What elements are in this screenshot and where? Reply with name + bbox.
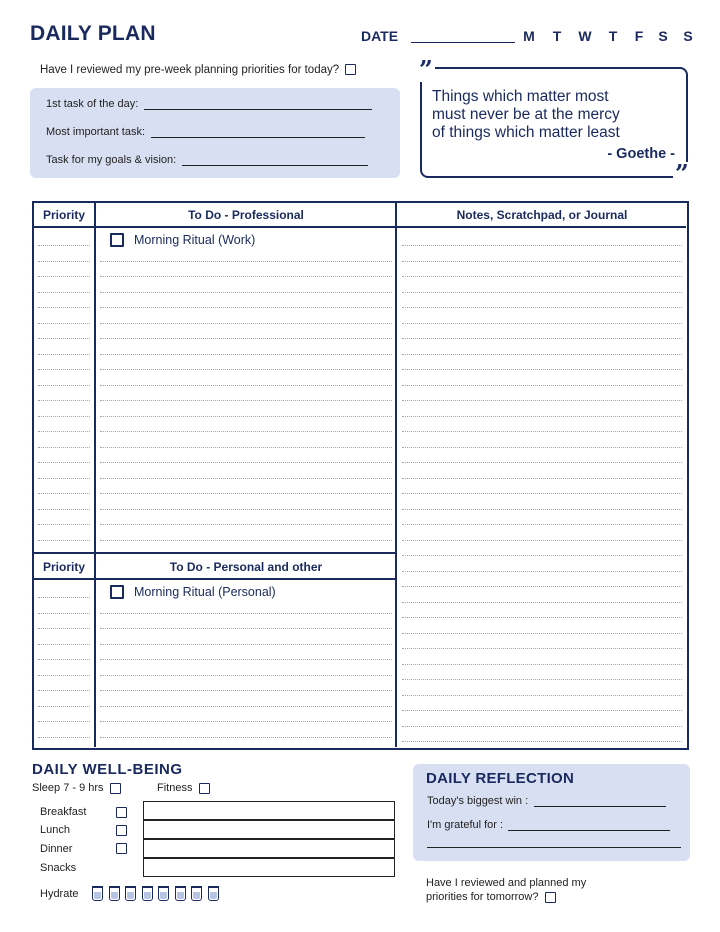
- header-divider: [34, 226, 686, 228]
- water-cup-icon[interactable]: [92, 886, 103, 901]
- priority-ruled-line: [38, 369, 90, 370]
- snacks-field[interactable]: [143, 858, 395, 877]
- todo-ruled-line: [100, 493, 392, 494]
- priority-ruled-line: [38, 323, 90, 324]
- important-task-label: Most important task:: [46, 126, 146, 138]
- quote-author: - Goethe -: [607, 146, 675, 162]
- grateful-field-line-2[interactable]: [427, 847, 681, 848]
- notes-ruled-line: [402, 462, 682, 463]
- todo-ruled-line: [100, 292, 392, 293]
- priority-ruled-line: [38, 245, 90, 246]
- priority-ruled-line: [38, 613, 90, 614]
- sleep-checkbox[interactable]: [110, 783, 121, 794]
- win-row: [427, 795, 666, 807]
- notes-ruled-line: [402, 710, 682, 711]
- priority-ruled-line: [38, 400, 90, 401]
- day-saturday[interactable]: S: [658, 28, 668, 44]
- priority-ruled-line: [38, 721, 90, 722]
- todo-ruled-line: [100, 462, 392, 463]
- notes-ruled-line: [402, 602, 682, 603]
- water-cup-icon[interactable]: [158, 886, 169, 901]
- todo-ruled-line: [100, 369, 392, 370]
- water-cup-icon[interactable]: [191, 886, 202, 901]
- sleep-row: [32, 782, 121, 794]
- todo-item-work[interactable]: [110, 233, 255, 247]
- todo-personal-checkbox[interactable]: [110, 585, 124, 599]
- todo-ruled-line: [100, 338, 392, 339]
- priority-header-personal: Priority: [42, 560, 85, 574]
- notes-ruled-line: [402, 307, 682, 308]
- day-friday[interactable]: F: [634, 28, 644, 44]
- quote-line-1: Things which matter most: [432, 88, 609, 105]
- todo-ruled-line: [100, 659, 392, 660]
- tomorrow-question: [426, 876, 586, 904]
- meal-dinner-label: Dinner: [40, 843, 73, 855]
- date-label: DATE: [361, 28, 399, 44]
- todo-ruled-line: [100, 307, 392, 308]
- sleep-label: Sleep 7 - 9 hrs: [32, 782, 104, 794]
- priority-ruled-line: [38, 524, 90, 525]
- quote-line-2: must never be at the mercy: [432, 106, 620, 123]
- notes-ruled-line: [402, 276, 682, 277]
- lunch-checkbox[interactable]: [116, 825, 127, 836]
- todo-work-checkbox[interactable]: [110, 233, 124, 247]
- priority-ruled-line: [38, 706, 90, 707]
- notes-ruled-line: [402, 524, 682, 525]
- notes-ruled-line: [402, 741, 682, 742]
- todo-ruled-line: [100, 261, 392, 262]
- notes-ruled-line: [402, 571, 682, 572]
- review-question: [40, 64, 356, 76]
- day-tuesday[interactable]: T: [552, 28, 562, 44]
- first-task-row: [46, 98, 372, 110]
- priority-ruled-line: [38, 416, 90, 417]
- todo-ruled-line: [100, 721, 392, 722]
- goals-task-row: [46, 154, 368, 166]
- tomorrow-line-2-row: [426, 890, 586, 904]
- priority-ruled-line: [38, 509, 90, 510]
- priority-ruled-line: [38, 690, 90, 691]
- task-box: [30, 88, 400, 178]
- meal-breakfast-label: Breakfast: [40, 806, 87, 818]
- priority-ruled-line: [38, 292, 90, 293]
- quote-close-icon: ”: [675, 159, 689, 188]
- notes-divider: [395, 203, 397, 747]
- priority-ruled-line: [38, 628, 90, 629]
- breakfast-checkbox[interactable]: [116, 807, 127, 818]
- notes-ruled-line: [402, 431, 682, 432]
- quote-text: [432, 88, 688, 142]
- planner-grid: [32, 201, 689, 750]
- notes-ruled-line: [402, 555, 682, 556]
- priority-divider: [94, 203, 96, 747]
- priority-ruled-line: [38, 307, 90, 308]
- priority-ruled-line: [38, 737, 90, 738]
- notes-ruled-line: [402, 447, 682, 448]
- priority-ruled-line: [38, 540, 90, 541]
- todo-item-personal[interactable]: [110, 585, 276, 599]
- breakfast-field[interactable]: [143, 801, 395, 820]
- notes-ruled-line: [402, 695, 682, 696]
- fitness-row: [157, 782, 210, 794]
- todo-ruled-line: [100, 706, 392, 707]
- notes-ruled-line: [402, 478, 682, 479]
- priority-ruled-line: [38, 431, 90, 432]
- todo-ruled-line: [100, 400, 392, 401]
- todo-ruled-line: [100, 675, 392, 676]
- review-question-text: Have I reviewed my pre-week planning priorities for today?: [40, 64, 340, 76]
- grateful-field[interactable]: [508, 830, 670, 831]
- notes-ruled-line: [402, 416, 682, 417]
- notes-ruled-line: [402, 648, 682, 649]
- hydrate-label: Hydrate: [40, 888, 79, 900]
- priority-ruled-line: [38, 354, 90, 355]
- notes-ruled-line: [402, 261, 682, 262]
- fitness-label: Fitness: [157, 782, 193, 794]
- todo-ruled-line: [100, 447, 392, 448]
- notes-ruled-line: [402, 540, 682, 541]
- day-monday[interactable]: M: [523, 28, 535, 44]
- notes-ruled-line: [402, 338, 682, 339]
- personal-divider-bottom: [34, 578, 396, 580]
- goals-task-field[interactable]: [182, 165, 368, 166]
- water-cup-icon[interactable]: [109, 886, 120, 901]
- notes-ruled-line: [402, 385, 682, 386]
- quote-line-3: of things which matter least: [432, 124, 620, 141]
- priority-ruled-line: [38, 659, 90, 660]
- todo-ruled-line: [100, 628, 392, 629]
- todo-ruled-line: [100, 416, 392, 417]
- tomorrow-line-1: Have I reviewed and planned my: [426, 877, 587, 889]
- todo-ruled-line: [100, 276, 392, 277]
- grateful-row: [427, 819, 670, 831]
- notes-ruled-line: [402, 664, 682, 665]
- meal-lunch-label: Lunch: [40, 824, 70, 836]
- dinner-field[interactable]: [143, 839, 395, 858]
- water-cup-icon[interactable]: [142, 886, 153, 901]
- water-cup-icon[interactable]: [175, 886, 186, 901]
- notes-ruled-line: [402, 323, 682, 324]
- page-title: DAILY PLAN: [30, 22, 156, 45]
- todo-ruled-line: [100, 385, 392, 386]
- todo-personal-label: Morning Ritual (Personal): [134, 585, 276, 599]
- meal-snacks-label: Snacks: [40, 862, 77, 874]
- reflection-title: DAILY REFLECTION: [426, 770, 575, 787]
- day-wednesday[interactable]: W: [578, 28, 592, 44]
- notes-ruled-line: [402, 369, 682, 370]
- grateful-label: I'm grateful for :: [427, 819, 504, 831]
- priority-header: Priority: [42, 208, 85, 222]
- notes-ruled-line: [402, 617, 682, 618]
- personal-divider-top: [34, 552, 396, 554]
- priority-ruled-line: [38, 276, 90, 277]
- water-cup-icon[interactable]: [125, 886, 136, 901]
- tomorrow-checkbox[interactable]: [545, 892, 556, 903]
- priority-ruled-line: [38, 338, 90, 339]
- todo-ruled-line: [100, 644, 392, 645]
- notes-ruled-line: [402, 400, 682, 401]
- notes-ruled-line: [402, 354, 682, 355]
- goals-task-label: Task for my goals & vision:: [46, 154, 177, 166]
- notes-ruled-line: [402, 493, 682, 494]
- notes-ruled-line: [402, 679, 682, 680]
- tomorrow-line-2: priorities for tomorrow?: [426, 891, 539, 903]
- lunch-field[interactable]: [143, 820, 395, 839]
- day-sunday[interactable]: S: [683, 28, 693, 44]
- priority-ruled-line: [38, 675, 90, 676]
- priority-ruled-line: [38, 447, 90, 448]
- important-task-field[interactable]: [151, 137, 365, 138]
- notes-ruled-line: [402, 726, 682, 727]
- notes-ruled-line: [402, 633, 682, 634]
- todo-ruled-line: [100, 478, 392, 479]
- notes-header: Notes, Scratchpad, or Journal: [456, 208, 628, 222]
- priority-ruled-line: [38, 597, 90, 598]
- priority-ruled-line: [38, 644, 90, 645]
- todo-ruled-line: [100, 524, 392, 525]
- notes-ruled-line: [402, 509, 682, 510]
- personal-header: To Do - Personal and other: [169, 560, 323, 574]
- date-field[interactable]: [411, 42, 515, 43]
- day-thursday[interactable]: T: [608, 28, 618, 44]
- todo-ruled-line: [100, 431, 392, 432]
- first-task-label: 1st task of the day:: [46, 98, 139, 110]
- todo-ruled-line: [100, 613, 392, 614]
- professional-header: To Do - Professional: [188, 208, 304, 222]
- priority-ruled-line: [38, 261, 90, 262]
- notes-ruled-line: [402, 292, 682, 293]
- todo-ruled-line: [100, 354, 392, 355]
- fitness-checkbox[interactable]: [199, 783, 210, 794]
- important-task-row: [46, 126, 365, 138]
- priority-ruled-line: [38, 478, 90, 479]
- priority-ruled-line: [38, 462, 90, 463]
- win-field[interactable]: [534, 806, 666, 807]
- todo-ruled-line: [100, 737, 392, 738]
- first-task-field[interactable]: [144, 109, 372, 110]
- todo-ruled-line: [100, 540, 392, 541]
- notes-ruled-line: [402, 586, 682, 587]
- review-checkbox[interactable]: [345, 64, 356, 75]
- quote-open-icon: ”: [419, 55, 433, 84]
- wellbeing-title: DAILY WELL-BEING: [32, 761, 183, 778]
- notes-ruled-line: [402, 245, 682, 246]
- todo-ruled-line: [100, 509, 392, 510]
- dinner-checkbox[interactable]: [116, 843, 127, 854]
- priority-ruled-line: [38, 493, 90, 494]
- todo-work-label: Morning Ritual (Work): [134, 233, 256, 247]
- todo-ruled-line: [100, 690, 392, 691]
- todo-ruled-line: [100, 323, 392, 324]
- win-label: Today's biggest win :: [427, 795, 529, 807]
- water-cup-icon[interactable]: [208, 886, 219, 901]
- priority-ruled-line: [38, 385, 90, 386]
